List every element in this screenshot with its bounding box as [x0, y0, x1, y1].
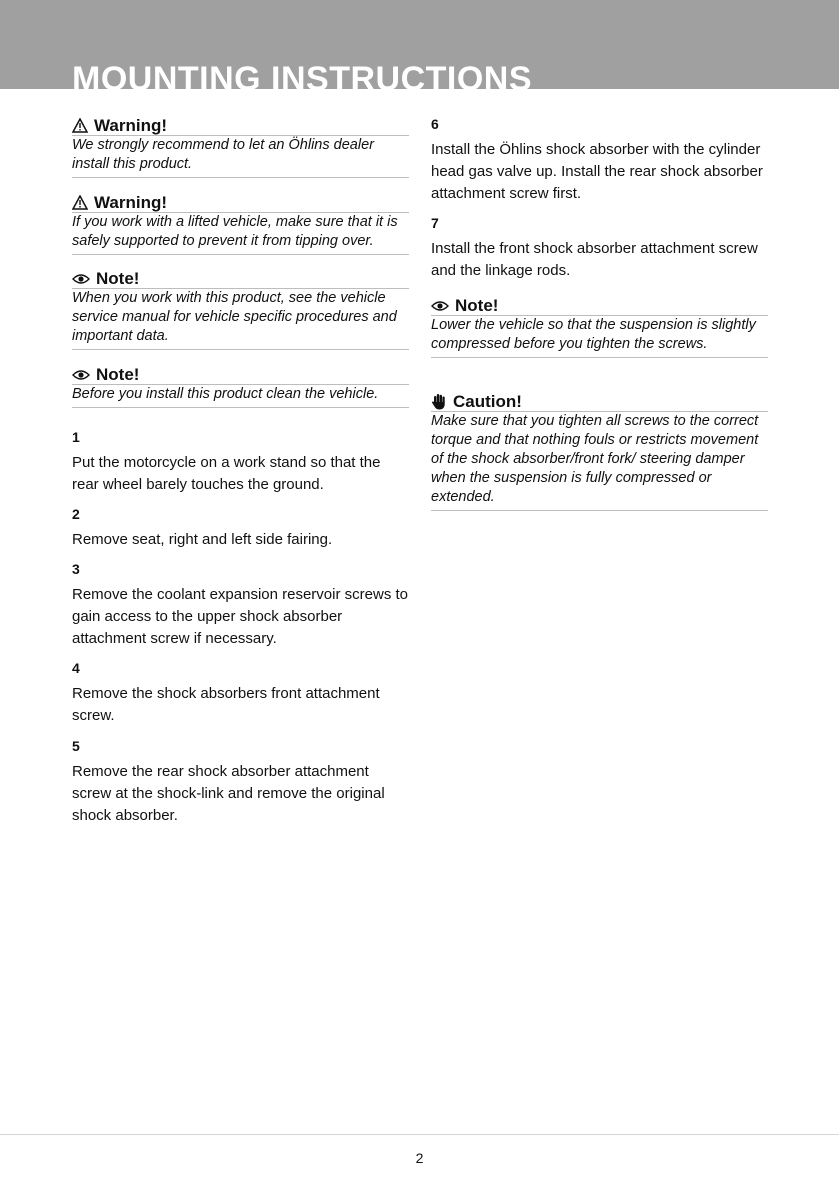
step-item [72, 505, 409, 551]
notice-body: We strongly recommend to let an Öhlins dealer install this product. [72, 136, 409, 178]
step-item [72, 428, 409, 496]
page-header [0, 0, 839, 89]
notice-title: Warning! [94, 192, 168, 212]
notice-title: Warning! [94, 115, 168, 135]
step-number: 5 [72, 738, 80, 754]
notice-title: Note! [96, 268, 140, 288]
step-number: 2 [72, 506, 80, 522]
step-number: 1 [72, 429, 80, 445]
notice-body: Lower the vehicle so that the suspension is slightly compressed before you tighten the screws. [431, 316, 768, 358]
step-text: Remove the rear shock absorber attachment screw at the shock-link and remove the original shock absorber. [72, 763, 385, 824]
page-number: 2 [415, 1150, 424, 1166]
eye-icon [72, 369, 90, 381]
step-text: Remove the shock absorbers front attachment screw. [72, 685, 380, 724]
notice-body: Make sure that you tighten all screws to the correct torque and that nothing fouls or restricts movement of the shock absorber/front fork/ steering damper when the suspension is fully compressed or extended. [431, 412, 768, 511]
step-text: Install the front shock absorber attachment screw and the linkage rods. [431, 240, 758, 279]
page-title: MOUNTING INSTRUCTIONS [72, 60, 533, 89]
step-text: Put the motorcycle on a work stand so that the rear wheel barely touches the ground. [72, 454, 381, 493]
step-text: Install the Öhlins shock absorber with the cylinder head gas valve up. Install the rear shock absorber attachment screw first. [431, 141, 763, 202]
step-text: Remove seat, right and left side fairing. [72, 531, 333, 548]
step-item [431, 214, 768, 282]
step-text: Remove the coolant expansion reservoir screws to gain access to the upper shock absorber attachment screw if necessary. [72, 586, 408, 647]
notice-title: Note! [455, 295, 499, 315]
note-notice [431, 296, 768, 358]
warning-notice [72, 193, 409, 255]
eye-icon [72, 273, 90, 285]
step-item [431, 115, 768, 205]
step-number: 6 [431, 116, 439, 132]
footer-divider [0, 1134, 839, 1135]
notice-title: Caution! [453, 391, 522, 411]
notice-body: If you work with a lifted vehicle, make sure that it is safely supported to prevent it from tipping over. [72, 213, 409, 255]
caution-notice [431, 392, 768, 511]
step-item [72, 737, 409, 827]
hand-icon [431, 393, 447, 410]
notice-title: Note! [96, 364, 140, 384]
step-number: 3 [72, 561, 80, 577]
eye-icon [431, 300, 449, 312]
step-item [72, 560, 409, 650]
note-notice [72, 269, 409, 350]
warning-icon [72, 118, 88, 133]
step-number: 7 [431, 215, 439, 231]
notice-body: When you work with this product, see the vehicle service manual for vehicle specific procedures and important data. [72, 289, 409, 350]
notice-body: Before you install this product clean the vehicle. [72, 385, 409, 408]
warning-notice [72, 116, 409, 178]
warning-icon [72, 195, 88, 210]
note-notice [72, 365, 409, 408]
step-item [72, 659, 409, 727]
step-number: 4 [72, 660, 80, 676]
